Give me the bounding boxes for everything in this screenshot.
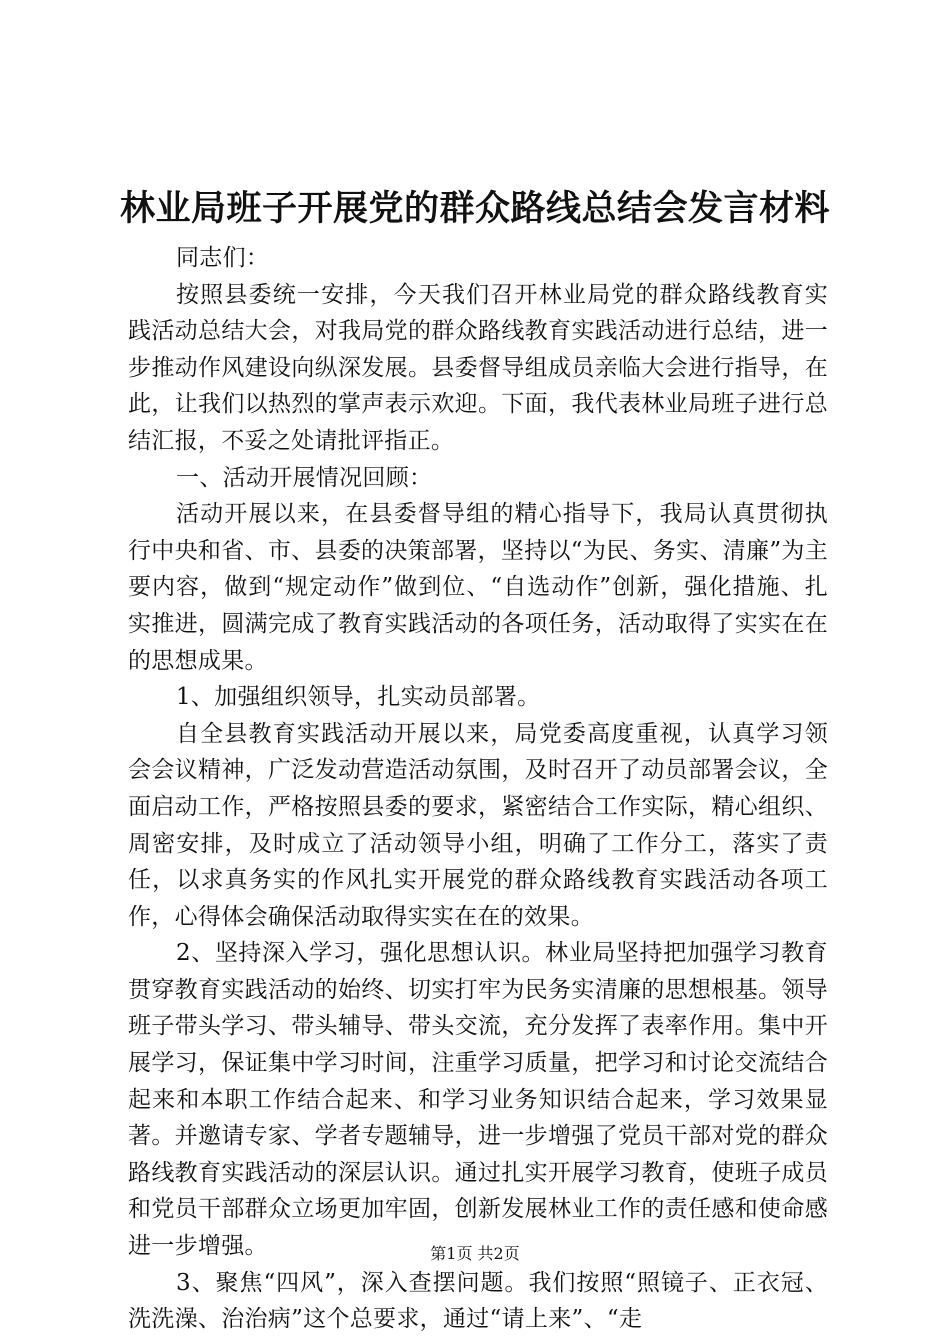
study-paragraph: 2、坚持深入学习，强化思想认识。林业局坚持把加强学习教育贯穿教育实践活动的始终、切实打牢为民务实清廉的思想根基。领导班子带头学习、带头辅导、带头交流，充分发挥了表率作用。集中开展学习，保证集中学习时间，注重学习质量，把学习和讨论交流结合起来和本职工作结合起来、和学习业务知识结合起来，学习效果显著。并邀请专家、学者专题辅导，进一步增强了党员干部对党的群众路线教育实践活动的深层认识。通过扎实开展学习教育，使班子成员和党员干部群众立场更加牢固，创新发展林业工作的责任感和使命感进一步增强。: [128, 940, 828, 1260]
page-number-footer: 第1页 共2页: [430, 1244, 520, 1263]
organization-paragraph: 自全县教育实践活动开展以来，局党委高度重视，认真学习领会会议精神，广泛发动营造活动氛围，及时召开了动员部署会议，全面启动工作，严格按照县委的要求，紧密结合工作实际，精心组织、周密安排，及时成立了活动领导小组，明确了工作分工，落实了责任，以求真务实的作风扎实开展党的群众路线教育实践活动各项工作，心得体会确保活动取得实实在在的效果。: [128, 720, 828, 930]
document-body: [128, 240, 828, 1338]
salutation-paragraph: 同志们：: [176, 245, 270, 271]
review-paragraph: 活动开展以来，在县委督导组的精心指导下，我局认真贯彻执行中央和省、市、县委的决策部署，坚持以“为民、务实、清廉”为主要内容，做到“规定动作”做到位、“自选动作”创新，强化措施、扎实推进，圆满完成了教育实践活动的各项任务，活动取得了实实在在的思想成果。: [128, 501, 828, 674]
four-winds-paragraph: 3、聚焦“四风”，深入查摆问题。我们按照“照镜子、正衣冠、洗洗澡、治治病”这个总要求，通过“请上来”、“走: [128, 1269, 828, 1333]
document-title: 林业局班子开展党的群众路线总结会发言材料: [119, 188, 830, 229]
section-heading-1: 一、活动开展情况回顾：: [176, 464, 433, 491]
intro-paragraph: 按照县委统一安排，今天我们召开林业局党的群众路线教育实践活动总结大会，对我局党的群众路线教育实践活动进行总结，进一步推动作风建设向纵深发展。县委督导组成员亲临大会进行指导，在此，让我们以热烈的掌声表示欢迎。下面，我代表林业局班子进行总结汇报，不妥之处请批评指正。: [128, 281, 828, 454]
subheading-1: 1、加强组织领导，扎实动员部署。: [176, 684, 541, 711]
